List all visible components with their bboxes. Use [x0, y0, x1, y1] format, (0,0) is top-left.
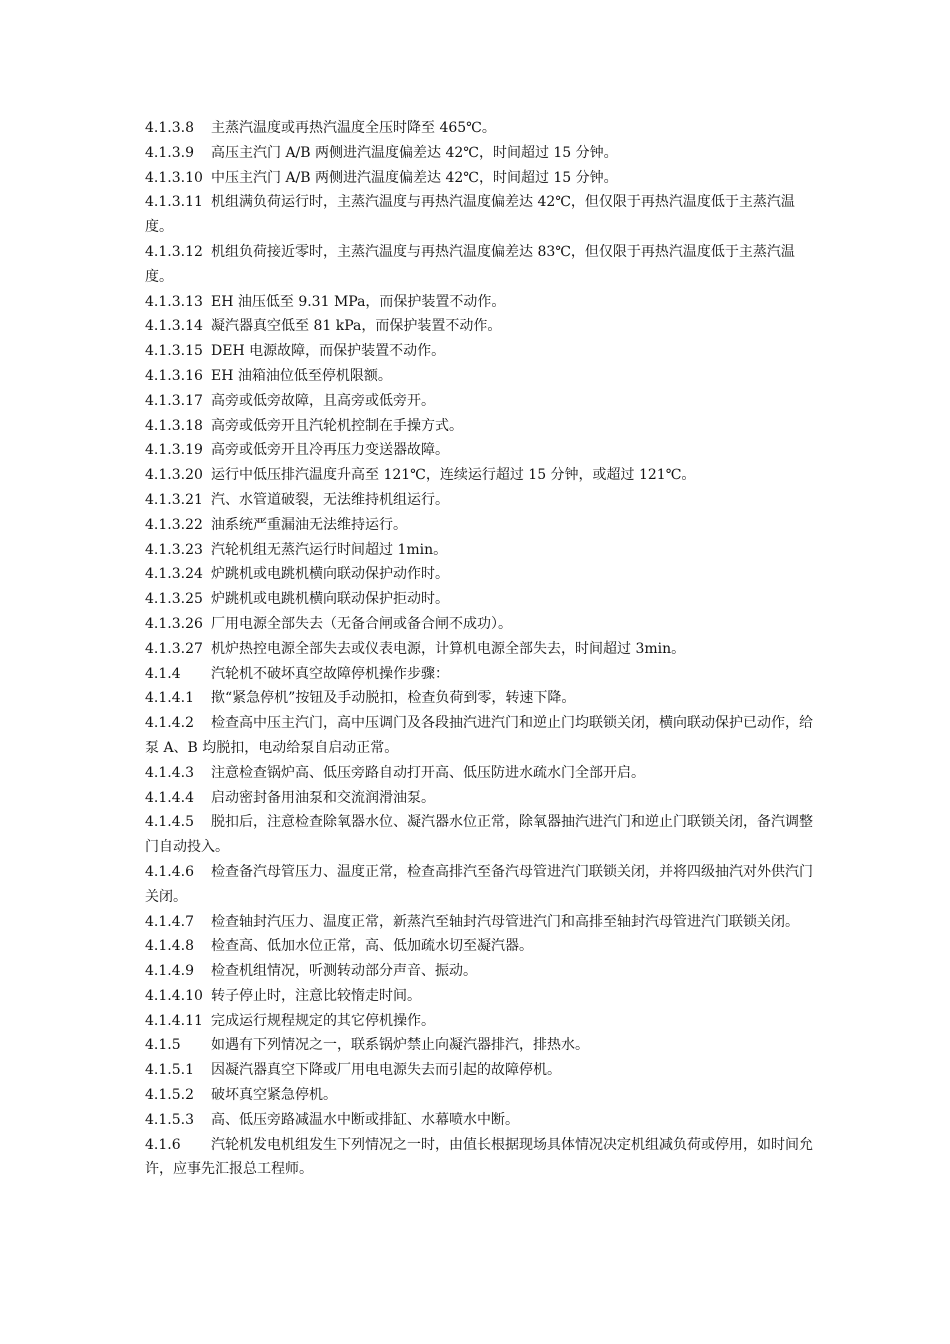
clause-paragraph: [145, 1108, 815, 1133]
clause-number: 4.1.3.11: [145, 194, 203, 211]
clause-text: 如遇有下列情况之一，联系锅炉禁止向凝汽器排汽，排热水。: [211, 1037, 589, 1054]
clause-paragraph: [145, 1058, 815, 1083]
clause-paragraph: [145, 513, 815, 538]
clause-paragraph: [145, 761, 815, 786]
clause-text: 运行中低压排汽温度升高至 121℃，连续运行超过 15 分钟，或超过 121℃。: [211, 467, 696, 484]
clause-paragraph: [145, 587, 815, 612]
clause-text: EH 油箱油位低至停机限额。: [211, 367, 392, 384]
clause-text: 启动密封备用油泵和交流润滑油泵。: [211, 789, 435, 806]
clause-paragraph: [145, 711, 815, 761]
clause-text: 厂用电源全部失去（无备合闸或备合闸不成功）。: [211, 615, 512, 632]
clause-number: 4.1.4.10: [145, 987, 203, 1004]
clause-number: 4.1.3.19: [145, 442, 203, 459]
clause-paragraph: [145, 786, 815, 811]
clause-text: 检查高中压主汽门，高中压调门及各段抽汽进汽门和逆止门均联锁关闭，横向联动保护已动作，给泵 A、B 均脱扣，电动给泵自启动正常。: [145, 715, 813, 756]
clause-paragraph: [145, 662, 815, 687]
clause-number: 4.1.4.6: [145, 863, 194, 880]
clause-paragraph: [145, 314, 815, 339]
clause-number: 4.1.4.11: [145, 1012, 203, 1029]
clause-number: 4.1.3.26: [145, 615, 203, 632]
clause-number: 4.1.3.18: [145, 417, 203, 434]
clause-paragraph: [145, 290, 815, 315]
clause-paragraph: [145, 934, 815, 959]
clause-number: 4.1.4.5: [145, 814, 194, 831]
clause-paragraph: [145, 1009, 815, 1034]
clause-text: 高、低压旁路减温水中断或排缸、水幕喷水中断。: [211, 1111, 519, 1128]
clause-number: 4.1.3.23: [145, 541, 203, 558]
clause-paragraph: [145, 959, 815, 984]
clause-text: 检查备汽母管压力、温度正常，检查高排汽至备汽母管进汽门联锁关闭，并将四级抽汽对外供汽门关闭。: [145, 863, 813, 905]
clause-number: 4.1.4.7: [145, 913, 194, 930]
clause-text: 因凝汽器真空下降或厂用电电源失去而引起的故障停机。: [211, 1062, 561, 1079]
clause-text: 机组负荷接近零时，主蒸汽温度与再热汽温度偏差达 83℃，但仅限于再热汽温度低于主蒸汽温度。: [145, 243, 795, 285]
clause-text: 注意检查锅炉高、低压旁路自动打开高、低压防进水疏水门全部开启。: [211, 764, 645, 781]
clause-number: 4.1.3.10: [145, 169, 203, 186]
clause-number: 4.1.3.27: [145, 640, 203, 657]
clause-number: 4.1.3.12: [145, 243, 203, 260]
clause-number: 4.1.4.1: [145, 690, 194, 707]
clause-text: 机炉热控电源全部失去或仪表电源，计算机电源全部失去，时间超过 3min。: [211, 640, 686, 657]
clause-paragraph: [145, 166, 815, 191]
clause-paragraph: [145, 612, 815, 637]
clause-text: 脱扣后，注意检查除氧器水位、凝汽器水位正常，除氧器抽汽进汽门和逆止门联锁关闭，备汽调整门自动投入。: [145, 814, 813, 856]
clause-number: 4.1.3.17: [145, 392, 203, 409]
clause-paragraph: [145, 1133, 815, 1183]
clause-text: 高压主汽门 A/B 两侧进汽温度偏差达 42℃，时间超过 15 分钟。: [211, 144, 618, 161]
clause-paragraph: [145, 364, 815, 389]
clause-number: 4.1.3.9: [145, 144, 194, 161]
clause-paragraph: [145, 637, 815, 662]
clause-number: 4.1.4.3: [145, 764, 194, 781]
clause-paragraph: [145, 860, 815, 910]
clause-text: 检查高、低加水位正常，高、低加疏水切至凝汽器。: [211, 938, 533, 955]
clause-number: 4.1.5.3: [145, 1111, 194, 1128]
clause-text: 汽轮机发电机组发生下列情况之一时，由值长根据现场具体情况决定机组减负荷或停用，如时间允许，应事先汇报总工程师。: [145, 1136, 813, 1178]
clause-paragraph: [145, 339, 815, 364]
clause-paragraph: [145, 562, 815, 587]
clause-text: DEH 电源故障，而保护装置不动作。: [211, 343, 446, 360]
clause-paragraph: [145, 116, 815, 141]
clause-number: 4.1.3.13: [145, 293, 203, 310]
clause-text: 高旁或低旁开且冷再压力变送器故障。: [211, 442, 449, 459]
clause-number: 4.1.6: [145, 1136, 181, 1153]
clause-paragraph: [145, 240, 815, 290]
clause-number: 4.1.3.25: [145, 591, 203, 608]
clause-number: 4.1.4.9: [145, 963, 194, 980]
clause-number: 4.1.5: [145, 1037, 181, 1054]
clause-number: 4.1.3.20: [145, 467, 203, 484]
document-body: [145, 116, 815, 1182]
clause-text: 汽轮机不破坏真空故障停机操作步骤：: [211, 665, 449, 682]
clause-number: 4.1.3.8: [145, 120, 194, 136]
clause-text: 汽、水管道破裂，无法维持机组运行。: [211, 491, 449, 508]
clause-number: 4.1.5.1: [145, 1062, 194, 1079]
clause-number: 4.1.3.24: [145, 566, 203, 583]
clause-number: 4.1.3.14: [145, 318, 203, 335]
clause-paragraph: [145, 463, 815, 488]
clause-text: 破坏真空紧急停机。: [211, 1087, 337, 1104]
clause-number: 4.1.5.2: [145, 1087, 194, 1104]
clause-text: 中压主汽门 A/B 两侧进汽温度偏差达 42℃，时间超过 15 分钟。: [211, 169, 618, 186]
clause-paragraph: [145, 438, 815, 463]
clause-number: 4.1.3.15: [145, 343, 203, 360]
clause-paragraph: [145, 984, 815, 1009]
clause-text: 主蒸汽温度或再热汽温度全压时降至 465℃。: [211, 120, 496, 136]
clause-text: 检查轴封汽压力、温度正常，新蒸汽至轴封汽母管进汽门和高排至轴封汽母管进汽门联锁关闭。: [211, 913, 799, 930]
clause-paragraph: [145, 538, 815, 563]
clause-number: 4.1.3.16: [145, 367, 203, 384]
clause-number: 4.1.3.22: [145, 516, 203, 533]
clause-text: 转子停止时，注意比较惰走时间。: [211, 987, 421, 1004]
clause-text: 汽轮机组无蒸汽运行时间超过 1min。: [211, 541, 448, 558]
clause-paragraph: [145, 1033, 815, 1058]
clause-paragraph: [145, 1083, 815, 1108]
clause-text: 高旁或低旁开且汽轮机控制在手操方式。: [211, 417, 463, 434]
clause-number: 4.1.4.4: [145, 789, 194, 806]
clause-paragraph: [145, 414, 815, 439]
clause-number: 4.1.3.21: [145, 491, 203, 508]
clause-paragraph: [145, 389, 815, 414]
clause-text: 完成运行规程规定的其它停机操作。: [211, 1012, 435, 1029]
clause-paragraph: [145, 686, 815, 711]
clause-text: 机组满负荷运行时，主蒸汽温度与再热汽温度偏差达 42℃，但仅限于再热汽温度低于主蒸汽温度。: [145, 194, 795, 236]
clause-paragraph: [145, 141, 815, 166]
clause-text: 高旁或低旁故障，且高旁或低旁开。: [211, 392, 435, 409]
clause-text: 检查机组情况，听测转动部分声音、振动。: [211, 963, 477, 980]
clause-number: 4.1.4: [145, 665, 181, 682]
clause-text: 炉跳机或电跳机横向联动保护动作时。: [211, 566, 449, 583]
clause-paragraph: [145, 488, 815, 513]
clause-text: 油系统严重漏油无法维持运行。: [211, 516, 407, 533]
clause-text: 揿“紧急停机”按钮及手动脱扣，检查负荷到零，转速下降。: [211, 690, 576, 707]
clause-number: 4.1.4.2: [145, 715, 194, 732]
clause-paragraph: [145, 190, 815, 240]
clause-number: 4.1.4.8: [145, 938, 194, 955]
clause-text: EH 油压低至 9.31 MPa，而保护装置不动作。: [211, 293, 506, 310]
clause-text: 凝汽器真空低至 81 kPa，而保护装置不动作。: [211, 318, 502, 335]
clause-text: 炉跳机或电跳机横向联动保护拒动时。: [211, 591, 449, 608]
clause-paragraph: [145, 810, 815, 860]
clause-paragraph: [145, 910, 815, 935]
